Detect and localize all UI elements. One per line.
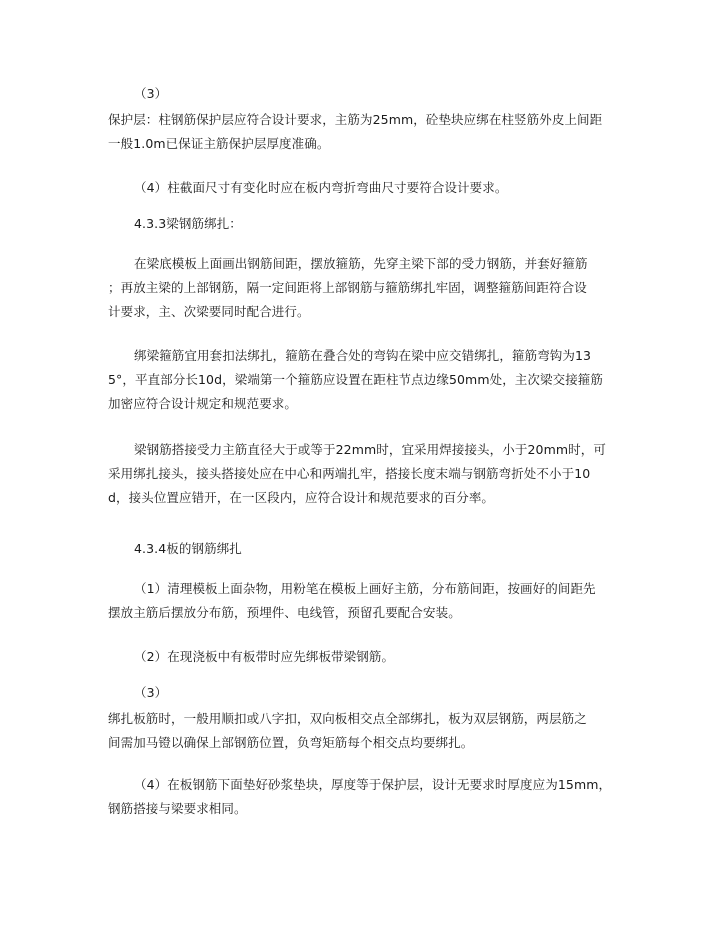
text-line: 加密应符合设计规定和规范要求。 xyxy=(108,396,298,411)
text-line: ；再放主梁的上部钢筋，隔一定间距将上部钢筋与箍筋绑扎牢固，调整箍筋间距符合设 xyxy=(108,280,587,295)
paragraph-p8-number xyxy=(108,681,606,705)
text-line: 摆放主筋后摆放分布筋，预埋件、电线管，预留孔要配合安装。 xyxy=(108,605,461,620)
paragraph-slab-tie xyxy=(108,707,606,755)
paragraph-slab-strip xyxy=(108,645,606,669)
text-line: （4）在板钢筋下面垫好砂浆垫块，厚度等于保护层，设计无要求时厚度应为15mm， xyxy=(134,777,612,792)
text-line: 5°，平直部分长10d，梁端第一个箍筋应设置在距柱节点边缘50mm处，主次梁交接箍筋 xyxy=(108,372,604,387)
text-line: （4）柱截面尺寸有变化时应在板内弯折弯曲尺寸要符合设计要求。 xyxy=(134,180,508,195)
text-line: 一般1.0m已保证主筋保护层厚度准确。 xyxy=(108,136,330,151)
paragraph-beam-lap xyxy=(108,438,606,510)
text-line: 间需加马镫以确保上部钢筋位置，负弯矩筋每个相交点均要绑扎。 xyxy=(108,735,474,750)
paragraph-slab-clean xyxy=(108,577,606,625)
paragraph-stirrup xyxy=(108,344,606,416)
text-line: 绑扎板筋时，一般用顺扣或八字扣，双向板相交点全部绑扎，板为双层钢筋，两层筋之 xyxy=(108,711,587,726)
text-line: （1）清理模板上面杂物，用粉笔在模板上画好主筋，分布筋间距，按画好的间距先 xyxy=(134,581,596,596)
text-line: 绑梁箍筋宜用套扣法绑扎，箍筋在叠合处的弯钩在梁中应交错绑扎，箍筋弯钩为13 xyxy=(134,348,592,363)
text-line: 保护层：柱钢筋保护层应符合设计要求，主筋为25mm，砼垫块应绑在柱竖筋外皮上间距 xyxy=(108,112,603,127)
heading-4-3-4 xyxy=(108,537,606,561)
text-line: 采用绑扎接头，接头搭接处应在中心和两端扎牢，搭接长度末端与钢筋弯折处不小于10 xyxy=(108,466,591,481)
paragraph-column-section xyxy=(108,176,606,200)
text-line: 钢筋搭接与梁要求相同。 xyxy=(108,801,247,816)
text-line: （3） xyxy=(134,685,168,700)
text-line: d，接头位置应错开，在一区段内，应符合设计和规范要求的百分率。 xyxy=(108,490,495,505)
text-line: （3） xyxy=(134,86,168,101)
text-line: 在梁底模板上面画出钢筋间距，摆放箍筋，先穿主梁下部的受力钢筋，并套好箍筋 xyxy=(134,256,588,271)
paragraph-p1-number xyxy=(108,82,606,106)
paragraph-mortar-pad xyxy=(108,773,612,821)
text-line: （2）在现浇板中有板带时应先绑板带梁钢筋。 xyxy=(134,649,395,664)
paragraph-protective-layer xyxy=(108,108,606,156)
text-line: 4.3.3梁钢筋绑扎： xyxy=(134,216,242,231)
paragraph-beam-bottom xyxy=(108,252,606,324)
text-line: 4.3.4板的钢筋绑扎 xyxy=(134,541,242,556)
heading-4-3-3 xyxy=(108,212,606,236)
text-line: 计要求，主、次梁要同时配合进行。 xyxy=(108,304,310,319)
text-line: 梁钢筋搭接受力主筋直径大于或等于22mm时，宜采用焊接接头，小于20mm时，可 xyxy=(134,442,606,457)
